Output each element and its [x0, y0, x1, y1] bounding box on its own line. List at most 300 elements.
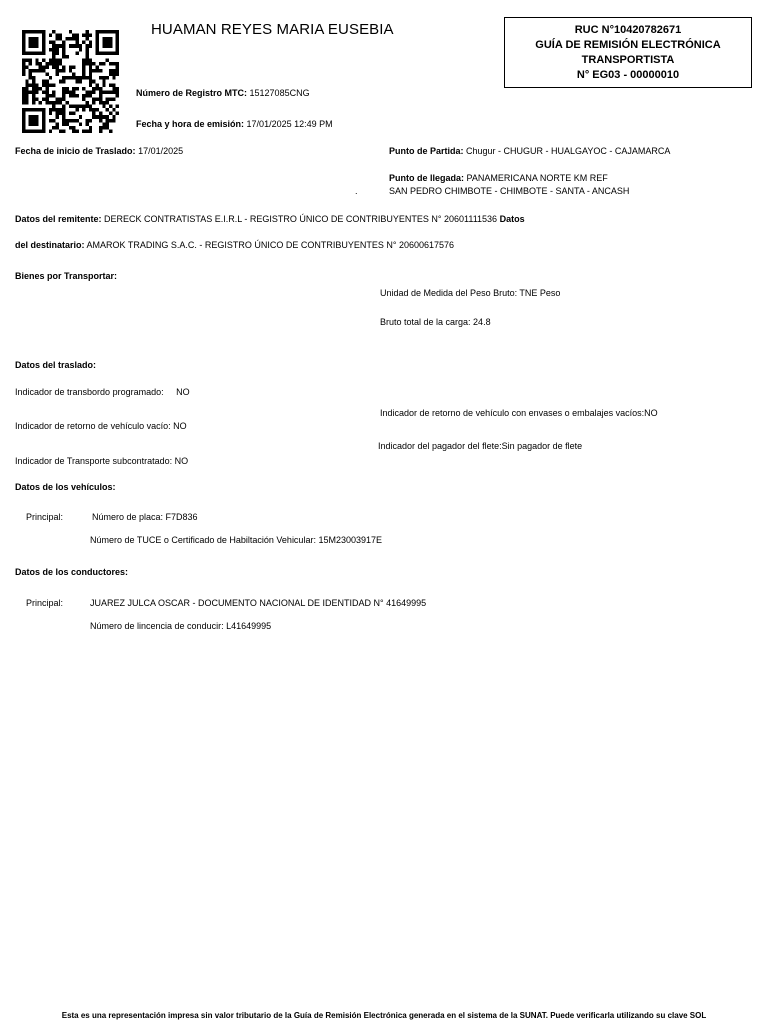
qr-module [52, 30, 55, 34]
qr-module [72, 129, 75, 133]
qr-module [62, 44, 65, 48]
qr-module [102, 41, 105, 45]
qr-module [49, 76, 52, 80]
qr-module [32, 51, 35, 55]
qr-module [86, 119, 89, 123]
qr-module [49, 48, 52, 52]
document-type: GUÍA DE REMISIÓN ELECTRÓNICA [535, 39, 721, 51]
qr-module [102, 37, 105, 41]
qr-module [22, 126, 25, 130]
qr-module [45, 87, 48, 91]
qr-module [89, 126, 92, 130]
qr-module [25, 30, 28, 34]
qr-module [42, 48, 45, 52]
qr-module [39, 30, 42, 34]
qr-module [29, 129, 32, 133]
qr-module [72, 44, 75, 48]
weight-unit: Unidad de Medida del Peso Bruto: TNE Peso [380, 288, 561, 298]
qr-module [109, 37, 112, 41]
qr-module [32, 94, 35, 98]
qr-module [35, 41, 38, 45]
arrival-value-line1: PANAMERICANA NORTE KM REF [466, 173, 608, 183]
qr-module [82, 129, 85, 133]
qr-module [69, 90, 72, 94]
qr-module [42, 58, 45, 62]
qr-module [62, 41, 65, 45]
qr-module [106, 119, 109, 123]
departure-point [389, 146, 670, 157]
qr-module [72, 66, 75, 70]
qr-module [99, 94, 102, 98]
qr-module [89, 83, 92, 87]
qr-module [62, 112, 65, 116]
qr-module [22, 129, 25, 133]
driver-name: JUAREZ JULCA OSCAR - DOCUMENTO NACIONAL DE IDENTIDAD N° 41649995 [90, 598, 427, 608]
qr-module [92, 115, 95, 119]
qr-module [116, 37, 119, 41]
qr-module [92, 90, 95, 94]
qr-module [62, 115, 65, 119]
qr-module [62, 108, 65, 112]
qr-module [42, 129, 45, 133]
qr-module [32, 119, 35, 123]
qr-module [45, 80, 48, 84]
qr-module [55, 115, 58, 119]
issuer-name: HUAMAN REYES MARIA EUSEBIA [151, 21, 394, 38]
qr-module [39, 129, 42, 133]
qr-module [82, 108, 85, 112]
qr-module [69, 76, 72, 80]
qr-module [32, 115, 35, 119]
qr-module [62, 76, 65, 80]
qr-module [82, 105, 85, 109]
qr-module [55, 66, 58, 70]
qr-module [32, 101, 35, 105]
qr-module [72, 112, 75, 116]
qr-module [109, 90, 112, 94]
qr-module [102, 126, 105, 130]
qr-module [72, 126, 75, 130]
qr-module [82, 69, 85, 73]
qr-module [99, 101, 102, 105]
qr-module [112, 51, 115, 55]
qr-module [52, 105, 55, 109]
qr-module [102, 30, 105, 34]
qr-module [35, 119, 38, 123]
qr-module [32, 41, 35, 45]
qr-module [29, 90, 32, 94]
qr-module [42, 97, 45, 101]
departure-label: Punto de Partida: [389, 146, 464, 156]
qr-module [45, 101, 48, 105]
qr-module [82, 62, 85, 66]
qr-module [45, 97, 48, 101]
qr-module [116, 51, 119, 55]
qr-module [89, 69, 92, 73]
qr-module [22, 101, 25, 105]
qr-module [112, 90, 115, 94]
transfer-title: Datos del traslado: [15, 360, 97, 370]
qr-module [106, 76, 109, 80]
qr-module [99, 119, 102, 123]
qr-module [65, 90, 68, 94]
qr-module [29, 37, 32, 41]
qr-module [62, 94, 65, 98]
qr-module [92, 87, 95, 91]
vehicles-title: Datos de los vehículos: [15, 482, 116, 492]
qr-module [22, 41, 25, 45]
qr-module [116, 69, 119, 73]
gross-weight: Bruto total de la carga: 24.8 [380, 317, 491, 327]
ruc-number: RUC N°10420782671 [574, 24, 682, 36]
qr-module [89, 73, 92, 77]
arrival-point [389, 173, 608, 184]
qr-module [109, 62, 112, 66]
qr-module [49, 108, 52, 112]
qr-module [106, 44, 109, 48]
qr-module [45, 66, 48, 70]
qr-module [22, 115, 25, 119]
qr-module [25, 87, 28, 91]
qr-module [52, 48, 55, 52]
qr-module [76, 87, 79, 91]
qr-module [55, 51, 58, 55]
qr-module [22, 69, 25, 73]
qr-module [45, 90, 48, 94]
qr-module [112, 97, 115, 101]
qr-module [82, 41, 85, 45]
qr-module [52, 83, 55, 87]
qr-module [52, 55, 55, 59]
qr-module [96, 48, 99, 52]
qr-module [112, 108, 115, 112]
qr-module [116, 34, 119, 38]
qr-module [22, 73, 25, 77]
qr-module [86, 105, 89, 109]
mtc-registration [136, 88, 310, 99]
qr-module [65, 55, 68, 59]
qr-module [102, 83, 105, 87]
qr-module [89, 94, 92, 98]
qr-module [42, 80, 45, 84]
qr-module [99, 62, 102, 66]
qr-module [65, 101, 68, 105]
qr-module [35, 51, 38, 55]
qr-module [62, 66, 65, 70]
qr-module [106, 101, 109, 105]
qr-module [86, 48, 89, 52]
qr-module [69, 30, 72, 34]
qr-module [106, 58, 109, 62]
qr-module [92, 62, 95, 66]
qr-module [55, 122, 58, 126]
qr-module [89, 66, 92, 70]
qr-module [109, 44, 112, 48]
qr-module [42, 90, 45, 94]
qr-module [99, 30, 102, 34]
start-date [15, 146, 183, 157]
qr-module [116, 30, 119, 34]
qr-module [82, 66, 85, 70]
qr-module [25, 97, 28, 101]
qr-module [109, 112, 112, 116]
qr-module [69, 66, 72, 70]
qr-module [92, 108, 95, 112]
qr-module [109, 105, 112, 109]
qr-module [62, 90, 65, 94]
qr-module [62, 119, 65, 123]
transshipment-label: Indicador de transbordo programado: [15, 387, 164, 397]
qr-module [39, 66, 42, 70]
qr-module [39, 51, 42, 55]
qr-module [89, 58, 92, 62]
qr-module [49, 34, 52, 38]
qr-module [86, 37, 89, 41]
qr-module [112, 83, 115, 87]
qr-module [86, 122, 89, 126]
arrival-label: Punto de llegada: [389, 173, 465, 183]
plate-number: Número de placa: F7D836 [92, 512, 198, 522]
qr-module [89, 80, 92, 84]
qr-module [35, 108, 38, 112]
qr-module [55, 108, 58, 112]
qr-module [39, 69, 42, 73]
qr-module [62, 48, 65, 52]
qr-module [106, 41, 109, 45]
qr-module [59, 69, 62, 73]
qr-module [102, 62, 105, 66]
qr-module [89, 90, 92, 94]
qr-module [96, 69, 99, 73]
qr-module [52, 58, 55, 62]
qr-module [86, 58, 89, 62]
start-date-value: 17/01/2025 [138, 146, 184, 156]
qr-module [82, 87, 85, 91]
ruc-box [504, 17, 752, 88]
qr-module [76, 41, 79, 45]
qr-module [99, 51, 102, 55]
qr-module [92, 112, 95, 116]
qr-module [72, 94, 75, 98]
qr-module [22, 44, 25, 48]
qr-module [65, 119, 68, 123]
qr-module [25, 108, 28, 112]
qr-module [39, 101, 42, 105]
qr-module [82, 34, 85, 38]
start-date-label: Fecha de inicio de Traslado: [15, 146, 136, 156]
qr-module [65, 87, 68, 91]
qr-module [42, 115, 45, 119]
qr-module [29, 58, 32, 62]
qr-module [102, 101, 105, 105]
qr-module [72, 90, 75, 94]
departure-value: Chugur - CHUGUR - HUALGAYOC - CAJAMARCA [466, 146, 671, 156]
qr-module [42, 44, 45, 48]
qr-module [96, 83, 99, 87]
qr-module [35, 44, 38, 48]
qr-module [55, 112, 58, 116]
qr-module [29, 69, 32, 73]
qr-module [76, 80, 79, 84]
qr-module [76, 44, 79, 48]
qr-module [39, 108, 42, 112]
qr-module [52, 108, 55, 112]
qr-module [29, 41, 32, 45]
qr-module [76, 119, 79, 123]
qr-module [35, 83, 38, 87]
qr-module [35, 87, 38, 91]
qr-module [109, 51, 112, 55]
emission-label: Fecha y hora de emisión: [136, 119, 245, 129]
datos-word: Datos [499, 214, 525, 224]
qr-module [92, 101, 95, 105]
qr-module [32, 30, 35, 34]
qr-module [49, 58, 52, 62]
qr-module [76, 34, 79, 38]
qr-module [52, 51, 55, 55]
qr-module [22, 90, 25, 94]
qr-module [99, 115, 102, 119]
qr-module [109, 83, 112, 87]
qr-module [99, 69, 102, 73]
qr-module [62, 55, 65, 59]
qr-module [72, 119, 75, 123]
qr-module [76, 76, 79, 80]
qr-module [29, 83, 32, 87]
qr-module [99, 87, 102, 91]
qr-module [62, 69, 65, 73]
qr-module [32, 122, 35, 126]
qr-module [69, 105, 72, 109]
qr-module [76, 105, 79, 109]
emission-datetime [136, 119, 333, 130]
qr-module [32, 76, 35, 80]
qr-module [116, 44, 119, 48]
transshipment-indicator [15, 387, 190, 398]
qr-module [35, 30, 38, 34]
qr-module [116, 94, 119, 98]
qr-module [32, 129, 35, 133]
arrival-value-line2: SAN PEDRO CHIMBOTE - CHIMBOTE - SANTA - ANCASH [389, 186, 630, 196]
qr-module [69, 37, 72, 41]
qr-module [86, 55, 89, 59]
qr-module [35, 115, 38, 119]
qr-module [106, 37, 109, 41]
sender-data [15, 214, 525, 225]
qr-module [49, 112, 52, 116]
qr-module [79, 122, 82, 126]
qr-module [109, 129, 112, 133]
qr-module [32, 87, 35, 91]
qr-module [49, 41, 52, 45]
qr-module [49, 129, 52, 133]
qr-module [62, 105, 65, 109]
qr-module [96, 34, 99, 38]
qr-module [29, 62, 32, 66]
qr-module [69, 94, 72, 98]
subcontracted-indicator: Indicador de Transporte subcontratado: NO [15, 456, 189, 466]
qr-module [65, 122, 68, 126]
qr-module [109, 30, 112, 34]
qr-module [55, 48, 58, 52]
qr-module [25, 80, 28, 84]
qr-module [65, 37, 68, 41]
qr-module [76, 108, 79, 112]
qr-module [89, 105, 92, 109]
qr-module [42, 66, 45, 70]
tuce-number: Número de TUCE o Certificado de Habiltación Vehicular: 15M23003917E [90, 535, 382, 545]
qr-module [42, 119, 45, 123]
qr-module [96, 37, 99, 41]
qr-module [82, 76, 85, 80]
qr-module [106, 122, 109, 126]
qr-module [35, 97, 38, 101]
qr-module [69, 112, 72, 116]
qr-module [96, 87, 99, 91]
qr-module [102, 122, 105, 126]
qr-module [52, 44, 55, 48]
qr-module [62, 122, 65, 126]
recipient-value: AMAROK TRADING S.A.C. - REGISTRO ÚNICO DE CONTRIBUYENTES N° 20600617576 [86, 240, 455, 250]
qr-module [59, 44, 62, 48]
qr-module [116, 87, 119, 91]
qr-module [22, 112, 25, 116]
qr-module [96, 51, 99, 55]
footer-note: Esta es una representación impresa sin valor tributario de la Guía de Remisión Electrónica generada en el sistema de la SUNAT. Puede verificarla utilizando su clave SOL [61, 1011, 707, 1020]
qr-module [79, 44, 82, 48]
qr-module [32, 69, 35, 73]
qr-module [99, 129, 102, 133]
qr-module [29, 51, 32, 55]
qr-module [59, 62, 62, 66]
qr-module [42, 126, 45, 130]
qr-module [45, 73, 48, 77]
qr-module [59, 34, 62, 38]
qr-module [49, 62, 52, 66]
qr-module [109, 41, 112, 45]
qr-module [55, 37, 58, 41]
qr-module [79, 105, 82, 109]
qr-module [76, 94, 79, 98]
qr-module [45, 94, 48, 98]
qr-module [49, 101, 52, 105]
qr-module [86, 129, 89, 133]
qr-module [69, 69, 72, 73]
qr-module [72, 37, 75, 41]
emission-value: 17/01/2025 12:49 PM [246, 119, 333, 129]
qr-module [22, 97, 25, 101]
qr-module [35, 69, 38, 73]
qr-module [76, 51, 79, 55]
qr-module [55, 69, 58, 73]
qr-module [29, 30, 32, 34]
qr-module [42, 112, 45, 116]
qr-module [32, 37, 35, 41]
qr-module [112, 87, 115, 91]
qr-module [59, 129, 62, 133]
qr-module [32, 44, 35, 48]
qr-module [22, 58, 25, 62]
qr-module [109, 69, 112, 73]
qr-module [49, 94, 52, 98]
qr-module [116, 105, 119, 109]
qr-module [22, 37, 25, 41]
qr-module [86, 62, 89, 66]
qr-module [96, 44, 99, 48]
qr-module [96, 97, 99, 101]
qr-module [32, 108, 35, 112]
qr-module [79, 115, 82, 119]
